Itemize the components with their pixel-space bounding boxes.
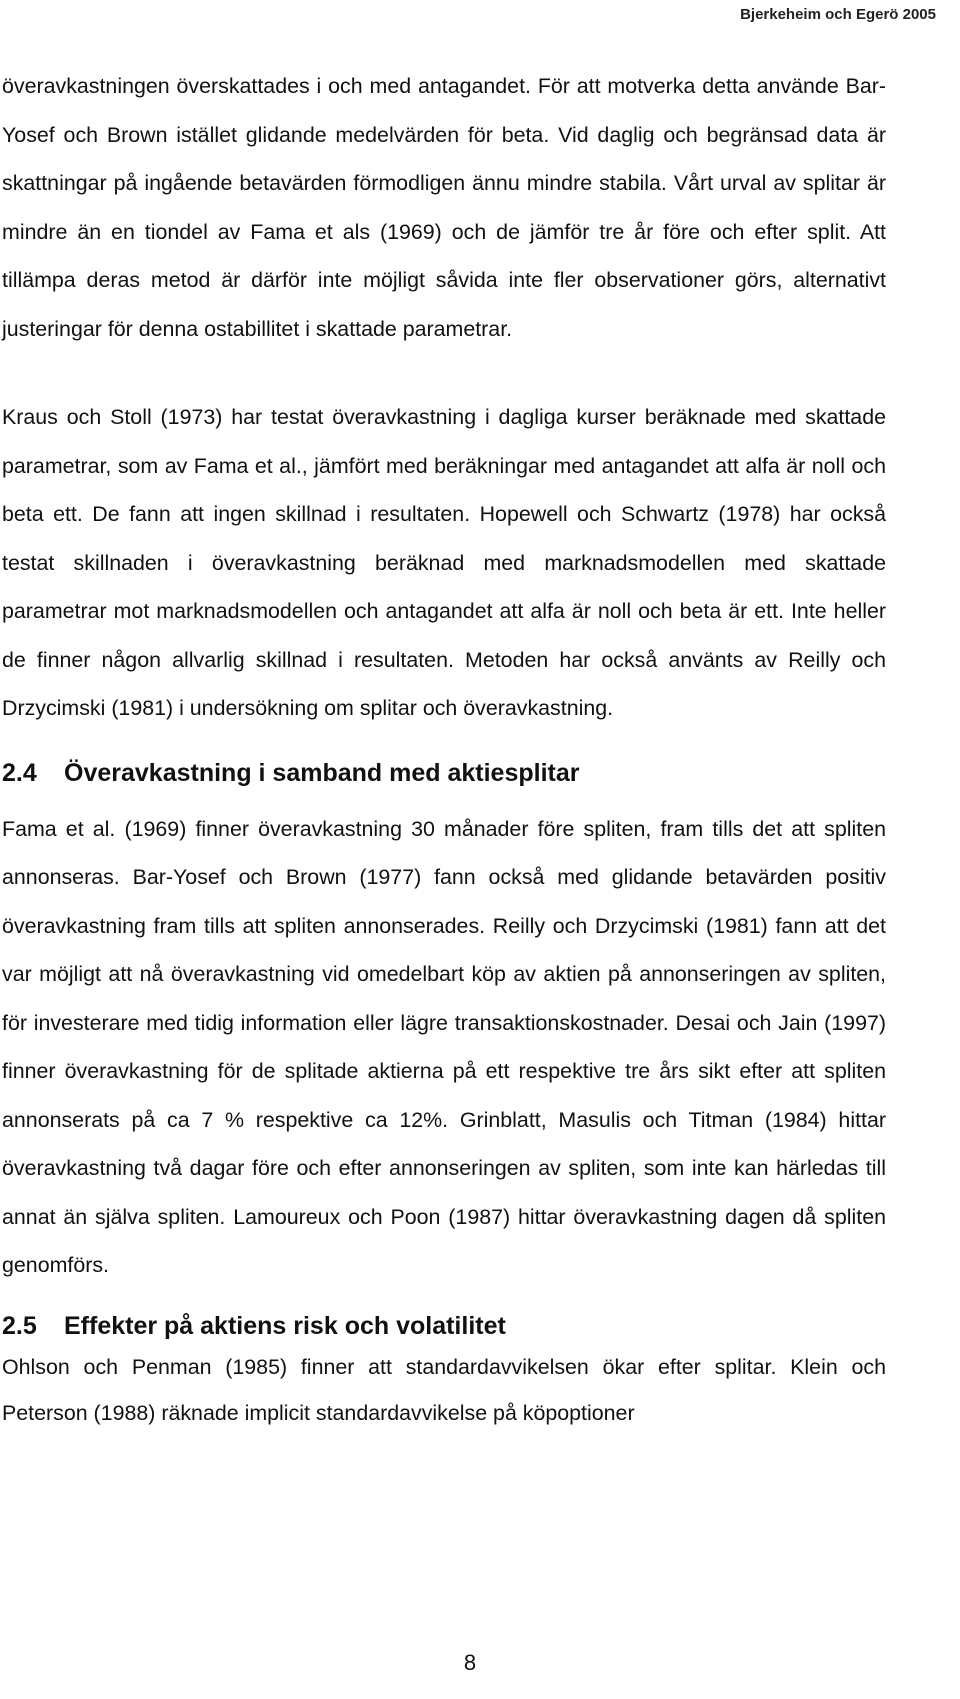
page-body (0, 62, 886, 1436)
section-title: Överavkastning i samband med aktiesplitar (64, 758, 580, 787)
running-header: Bjerkeheim och Egerö 2005 (740, 6, 936, 23)
paragraph-kraus-stoll: Kraus och Stoll (1973) har testat överavkastning i dagliga kurser beräknade med skattade parametrar, som av Fama et al., jämfört med beräkningar med antagandet att alfa är noll och beta ett. De fann att ingen skillnad i resultaten. Hopewell och Schwartz (1978) har också testat skillnaden i överavkastning beräknad med marknadsmodellen med skattade parametrar mot marknadsmodellen och antagandet att alfa är noll och beta är ett. Inte heller de finner någon allvarlig skillnad i resultaten. Metoden har också använts av Reilly och Drzycimski (1981) i undersökning om splitar och överavkastning. (2, 405, 886, 720)
paragraph-ohlson-penman: Ohlson och Penman (1985) finner att standardavvikelsen ökar efter splitar. Klein och Peterson (1988) räknade implicit standardavvikelse på köpoptioner (2, 1354, 886, 1425)
section-heading-2-4 (2, 755, 886, 791)
section-heading-2-5 (2, 1308, 886, 1344)
page-number: 8 (463, 1650, 477, 1675)
paragraph-fama-findings: Fama et al. (1969) finner överavkastning 30 månader före spliten, fram tills det att spliten annonseras. Bar-Yosef och Brown (1977) fann också med glidande betavärden positiv överavkastning fram tills att spliten annonserades. Reilly och Drzycimski (1981) fann att det var möjligt att nå överavkastning vid omedelbart köp av aktien på annonseringen av spliten, för investerare med tidig information eller lägre transaktionskostnader. Desai och Jain (1997) finner överavkastning för de splitade aktierna på ett respektive tre års sikt efter att spliten annonserats på ca 7 % respektive ca 12%. Grinblatt, Masulis och Titman (1984) hittar överavkastning två dagar före och efter annonseringen av spliten, som inte kan härledas till annat än själva spliten. Lamoureux och Poon (1987) hittar överavkastning dagen då spliten genomförs. (2, 816, 886, 1277)
section-number: 2.4 (2, 758, 37, 787)
paragraph-overavkastning-method: överavkastningen överskattades i och med antagandet. För att motverka detta använde Bar-Yosef och Brown istället glidande medelvärden för beta. Vid daglig och begränsad data är skattningar på ingående betavärden förmodligen ännu mindre stabila. Vårt urval av splitar är mindre än en tiondel av Fama et als (1969) och de jämför tre år före och efter split. Att tillämpa deras metod är därför inte möjligt såvida inte fler observationer görs, alternativt justeringar för denna ostabillitet i skattade parametrar. (2, 74, 886, 341)
section-title: Effekter på aktiens risk och volatilitet (64, 1311, 506, 1340)
section-number: 2.5 (2, 1311, 37, 1340)
